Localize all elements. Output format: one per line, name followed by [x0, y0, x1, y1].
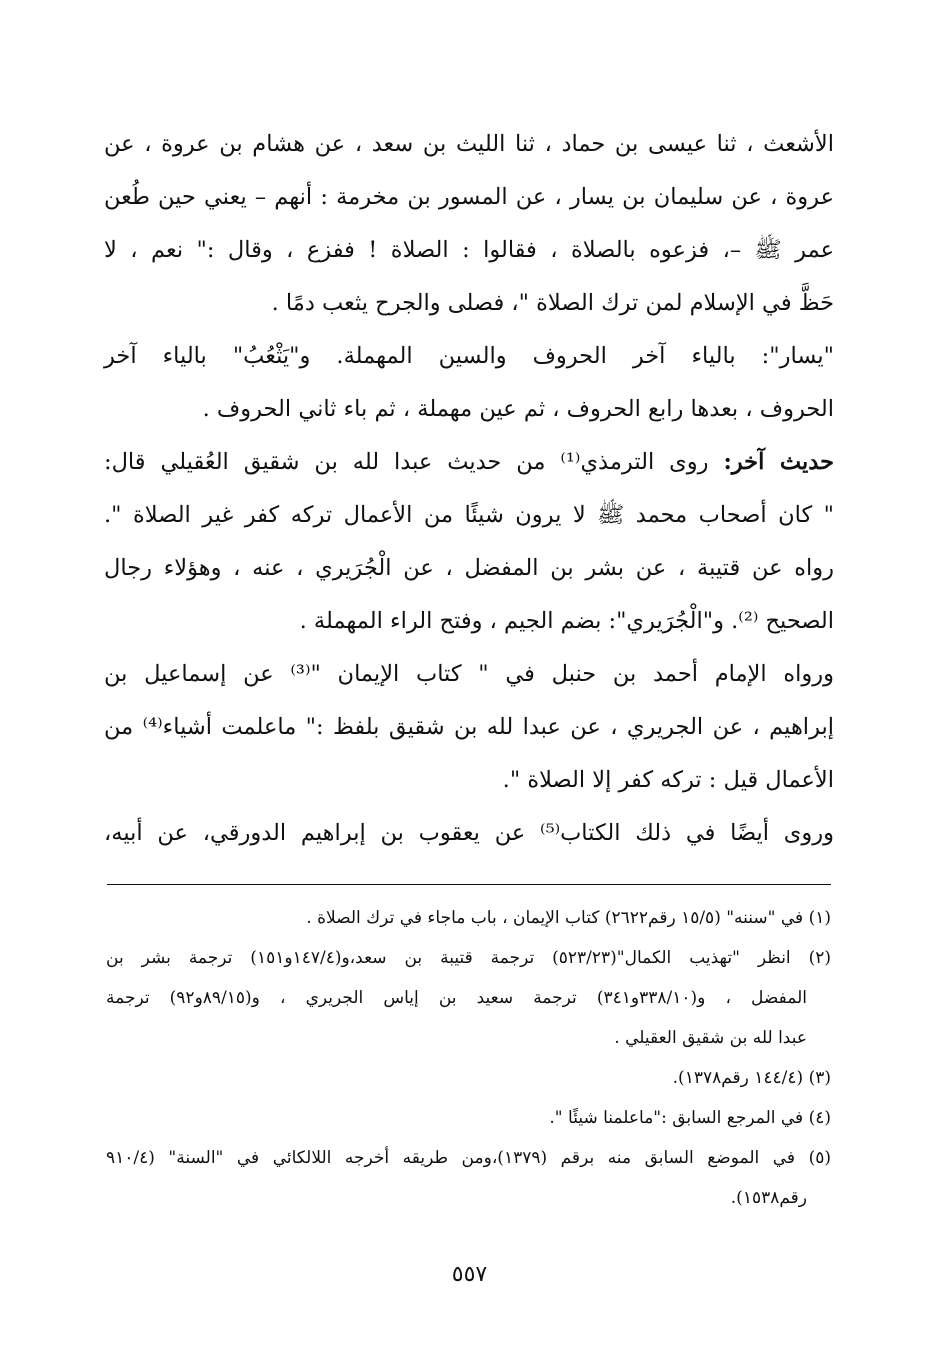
footnote-5-end: رقم١٥٣٨). — [730, 1188, 807, 1208]
text-line-3: عمر ﷺ –، فزعوه بالصلاة ، فقالوا : الصلاة ! ففزع ، وقال :" نعم ، لا — [104, 237, 834, 263]
text-line-14: وروى أيضًا في ذلك الكتاب⁽⁵⁾ عن يعقوب بن إبراهيم الدورقي، عن أبيه، — [104, 820, 834, 846]
footnote-1: (١) في "سننه" (١٥/٥ رقم٢٦٢٢) كتاب الإيمان ، باب ماجاء في ترك الصلاة . — [306, 908, 831, 928]
text-line-4: حَظَّ في الإسلام لمن ترك الصلاة "، فصلى والجرح يثعب دمًا . — [271, 290, 834, 316]
text-line-7 — [104, 436, 834, 489]
footnote-3: (٣) (١٤٤/٤ رقم١٣٧٨). — [672, 1068, 831, 1088]
footnote-2-end: عبدا لله بن شقيق العقيلي . — [614, 1028, 807, 1048]
hadith-label: حديث آخر: — [723, 449, 834, 475]
text-line-11: ورواه الإمام أحمد بن حنبل في " كتاب الإيمان "⁽³⁾ عن إسماعيل بن — [104, 661, 835, 687]
text-line-6: الحروف ، بعدها رابع الحروف ، ثم عين مهملة ، ثم باء ثاني الحروف . — [202, 396, 834, 422]
footnote-2-cont: المفضل ، و(٣٣٨/١٠و٣٤١) ترجمة سعيد بن إياس الجريري ، و(٨٩/١٥و٩٢) ترجمة — [106, 988, 807, 1008]
footnote-2: (٢) انظر "تهذيب الكمال"(٥٢٣/٢٣) ترجمة قتيبة بن سعد،و(١٤٧/٤و١٥١) ترجمة بشر بن — [106, 948, 832, 968]
page-number: ٥٥٧ — [451, 1262, 488, 1287]
footnote-5: (٥) في الموضع السابق منه برقم (١٣٧٩)،ومن طريقه أخرجه اللالكائي في "السنة" (٩١٠/٤ — [106, 1148, 831, 1168]
text-line-13: الأعمال قيل : تركه كفر إلا الصلاة ". — [502, 767, 834, 793]
text-line-2: عروة ، عن سليمان بن يسار ، عن المسور بن مخرمة : أنهم – يعني حين طُعن — [104, 184, 834, 210]
main-text — [104, 118, 834, 860]
text-line-12: إبراهيم ، عن الجريري ، عن عبدا لله بن شقيق بلفظ :" ماعلمت أشياء⁽⁴⁾ من — [104, 714, 834, 740]
footnotes — [106, 898, 831, 1218]
text-line-1: الأشعث ، ثنا عيسى بن حماد ، ثنا الليث بن سعد ، عن هشام بن عروة ، عن — [104, 131, 834, 157]
text-line-9: رواه عن قتيبة ، عن بشر بن المفضل ، عن الْجُرَيري ، عنه ، وهؤلاء رجال — [104, 555, 834, 581]
footnote-divider — [107, 884, 831, 885]
footnote-4: (٤) في المرجع السابق :"ماعلمنا شيئًا ". — [549, 1108, 831, 1128]
text-line-10: الصحيح ⁽²⁾. و"الْجُرَيري": بضم الجيم ، وفتح الراء المهملة . — [299, 608, 834, 634]
text-line-7-body: روى الترمذي⁽¹⁾ من حديث عبدا لله بن شقيق العُقيلي قال: — [104, 449, 709, 475]
text-line-8: " كان أصحاب محمد ﷺ لا يرون شيئًا من الأعمال تركه كفر غير الصلاة ". — [104, 502, 834, 528]
text-line-5: "يسار": بالياء آخر الحروف والسين المهملة. و"يَثْعُبُ" بالياء آخر — [104, 343, 834, 369]
